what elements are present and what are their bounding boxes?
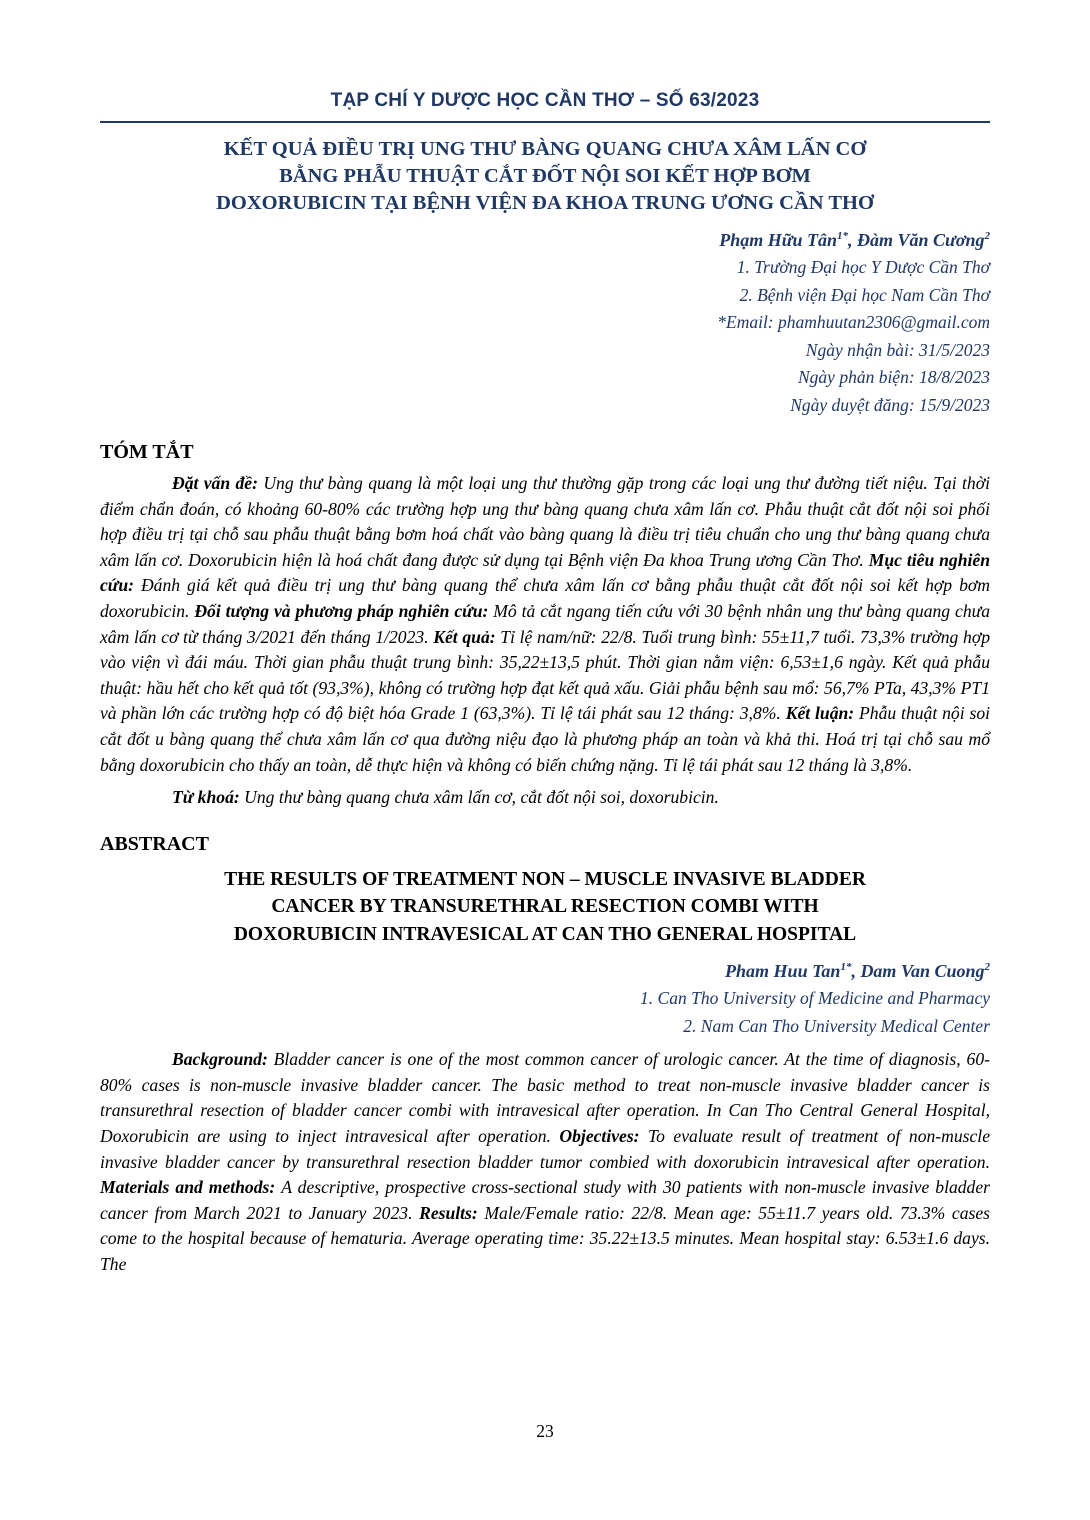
email-line: *Email: phamhuutan2306@gmail.com [717, 312, 990, 332]
affiliation-vi-1: 1. Trường Đại học Y Dược Cần Thơ [736, 257, 990, 277]
section-heading-tom-tat: TÓM TẮT [100, 441, 194, 463]
article-title-en-line-2: CANCER BY TRANSURETHRAL RESECTION COMBI WITH [271, 896, 819, 918]
date-reviewed: Ngày phản biện: 18/8/2023 [798, 367, 990, 387]
date-accepted: Ngày duyệt đăng: 15/9/2023 [790, 394, 990, 415]
authors-en: Pham Huu Tan$^{1*}$, Dam Van Cuong$^2$ [725, 961, 990, 982]
journal-header: TẠP CHÍ Y DƯỢC HỌC CẦN THƠ – SỐ 63/2023 [330, 90, 760, 111]
date-received: Ngày nhận bài: 31/5/2023 [805, 339, 990, 360]
article-title-vi-line-2: BẰNG PHẪU THUẬT CẮT ĐỐT NỘI SOI KẾT HỢP BƠM [279, 165, 811, 187]
authors-vi: Phạm Hữu Tân$^{1*}$, Đàm Văn Cương$^2$ [719, 230, 990, 250]
abstract-vi-paragraph: Đặt vấn đề: Ung thư bàng quang là một loại ung thư thường gặp trong các loại ung thư đường tiết niệu. Tại thời điểm chẩn đoán, có khoảng 60-80% các trường hợp ung thư bàng quang chưa xâm lấn cơ. Phẫu thuật cắt đốt nội soi phối hợp điều trị tại chỗ sau phẫu thuật bằng bơm hoá chất vào bàng quang là điều trị tiêu chuẩn cho ung thư bàng quang chưa xâm lấn cơ. Doxorubicin hiện là hoá chất đang được sử dụng tại Bệnh viện Đa khoa Trung ương Cần Thơ. Mục tiêu nghiên cứu: Đánh giá kết quả điều trị ung thư bàng quang thể chưa xâm lấn cơ bằng phẫu thuật cắt đốt nội soi kết hợp bơm doxorubicin. Đối tượng và phương pháp nghiên cứu: Mô tả cắt ngang tiến cứu với 30 bệnh nhân ung thư bàng quang chưa xâm lấn cơ từ tháng 3/2021 đến tháng 1/2023. Kết quả: Tỉ lệ nam/nữ: 22/8. Tuổi trung bình: 55±11,7 tuổi. 73,3% trường hợp vào viện vì đái máu. Thời gian phẫu thuật trung bình: 35,22±13,5 phút. Thời gian nằm viện: 6,53±1,6 ngày. Kết quả phẫu thuật: hầu hết cho kết quả tốt (93,3%), không có trường hợp đạt kết quả xấu. Giải phẫu bệnh sau mổ: 56,7% PTa, 43,3% PT1 và phần lớn các trường hợp có độ biệt hóa Grade 1 (63,3%). Tỉ lệ tái phát sau 12 tháng: 3,8%. Kết luận: Phẫu thuật nội soi cắt đốt u bàng quang thể chưa xâm lấn cơ qua đường niệu đạo là phương pháp an toàn và khả thi. Hoá trị tại chỗ sau mổ bằng doxorubicin cho thấy an toàn, dễ thực hiện và không có biến chứng nặng. Tỉ lệ tái phát sau 12 tháng là 3,8%. [100, 473, 991, 775]
keywords-vi: Từ khoá: Ung thư bàng quang chưa xâm lấn cơ, cắt đốt nội soi, doxorubicin. [172, 787, 719, 808]
section-heading-abstract: ABSTRACT [100, 832, 209, 855]
page-number: 23 [536, 1421, 554, 1441]
abstract-en-paragraph: Background: Bladder cancer is one of the most common cancer of urologic cancer. At the time of diagnosis, 60-80% cases is non-muscle invasive bladder cancer. The basic method to treat non-muscle invasive bladder cancer is transurethral resection of bladder cancer combi with intravesical after operation. In Can Tho Central General Hospital, Doxorubicin are using to inject intravesical after operation. Objectives: To evaluate result of treatment of non-muscle invasive bladder cancer by transurethral resection bladder tumor combied with doxorubicin intravesical after operation. Materials and methods: A descriptive, prospective cross-sectional study with 30 patients with non-muscle invasive bladder cancer from March 2021 to January 2023. Results: Male/Female ratio: 22/8. Mean age: 55±11.7 years old. 73.3% cases come to the hospital because of hematuria. Average operating time: 35.22±13.5 minutes. Mean hospital stay: 6.53±1.6 days. The [100, 1049, 991, 1274]
header-divider [100, 121, 990, 123]
article-title-vi-line-3: DOXORUBICIN TẠI BỆNH VIỆN ĐA KHOA TRUNG ƯƠNG CẦN THƠ [216, 192, 874, 214]
affiliation-en-2: 2. Nam Can Tho University Medical Center [683, 1015, 990, 1036]
article-title-vi-line-1: KẾT QUẢ ĐIỀU TRỊ UNG THƯ BÀNG QUANG CHƯA XÂM LẤN CƠ [223, 138, 867, 160]
article-title-en-line-1: THE RESULTS OF TREATMENT NON – MUSCLE INVASIVE BLADDER [224, 868, 866, 890]
affiliation-en-1: 1. Can Tho University of Medicine and Pharmacy [640, 988, 990, 1009]
article-title-vi [100, 136, 990, 217]
article-title-en-line-3: DOXORUBICIN INTRAVESICAL AT CAN THO GENERAL HOSPITAL [233, 923, 857, 945]
affiliation-vi-2: 2. Bệnh viện Đại học Nam Cần Thơ [739, 284, 990, 305]
article-title-en [100, 866, 990, 949]
